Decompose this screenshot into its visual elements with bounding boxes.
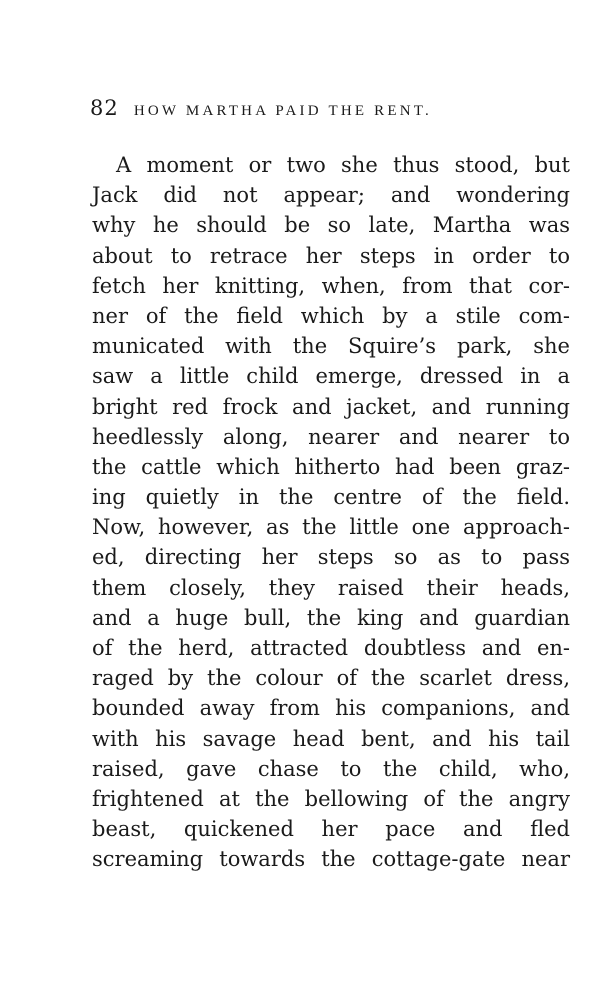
running-title: HOW MARTHA PAID THE RENT. (133, 103, 432, 119)
text-line: saw a little child emerge, dressed in a (92, 364, 570, 389)
page-header (90, 96, 510, 126)
text-line: them closely, they raised their heads, (92, 575, 570, 600)
text-line: about to retrace her steps in order to (92, 243, 570, 268)
text-line: A moment or two she thus stood, but (116, 153, 570, 177)
text-line: fetch her knitting, when, from that cor- (92, 273, 570, 298)
text-line: and a huge bull, the king and guardian (92, 605, 570, 630)
text-line: Jack did not appear; and wondering (92, 183, 570, 208)
text-line: ing quietly in the centre of the field. (92, 485, 570, 510)
text-line: of the herd, attracted doubtless and en- (92, 636, 570, 660)
text-line: screaming towards the cottage-gate near (92, 847, 570, 872)
text-line: bounded away from his companions, and (92, 696, 570, 721)
text-line: municated with the Squire’s park, she (92, 334, 570, 359)
text-line: why he should be so late, Martha was (92, 213, 570, 238)
text-line: raised, gave chase to the child, who, (92, 756, 570, 781)
text-line: ner of the field which by a stile com- (92, 303, 570, 328)
text-line: Now, however, as the little one approach- (92, 515, 570, 540)
text-line: beast, quickened her pace and fled (92, 817, 570, 842)
text-line: ed, directing her steps so as to pass (92, 545, 570, 570)
body-paragraph (92, 150, 570, 875)
text-line: the cattle which hitherto had been graz- (92, 454, 570, 479)
text-line: heedlessly along, nearer and nearer to (92, 424, 570, 449)
text-line: frightened at the bellowing of the angry (92, 786, 570, 811)
text-line: raged by the colour of the scarlet dress, (92, 666, 570, 691)
text-line: with his savage head bent, and his tail (92, 726, 570, 751)
text-line: bright red frock and jacket, and running (92, 394, 570, 419)
page-number: 82 (90, 96, 119, 120)
